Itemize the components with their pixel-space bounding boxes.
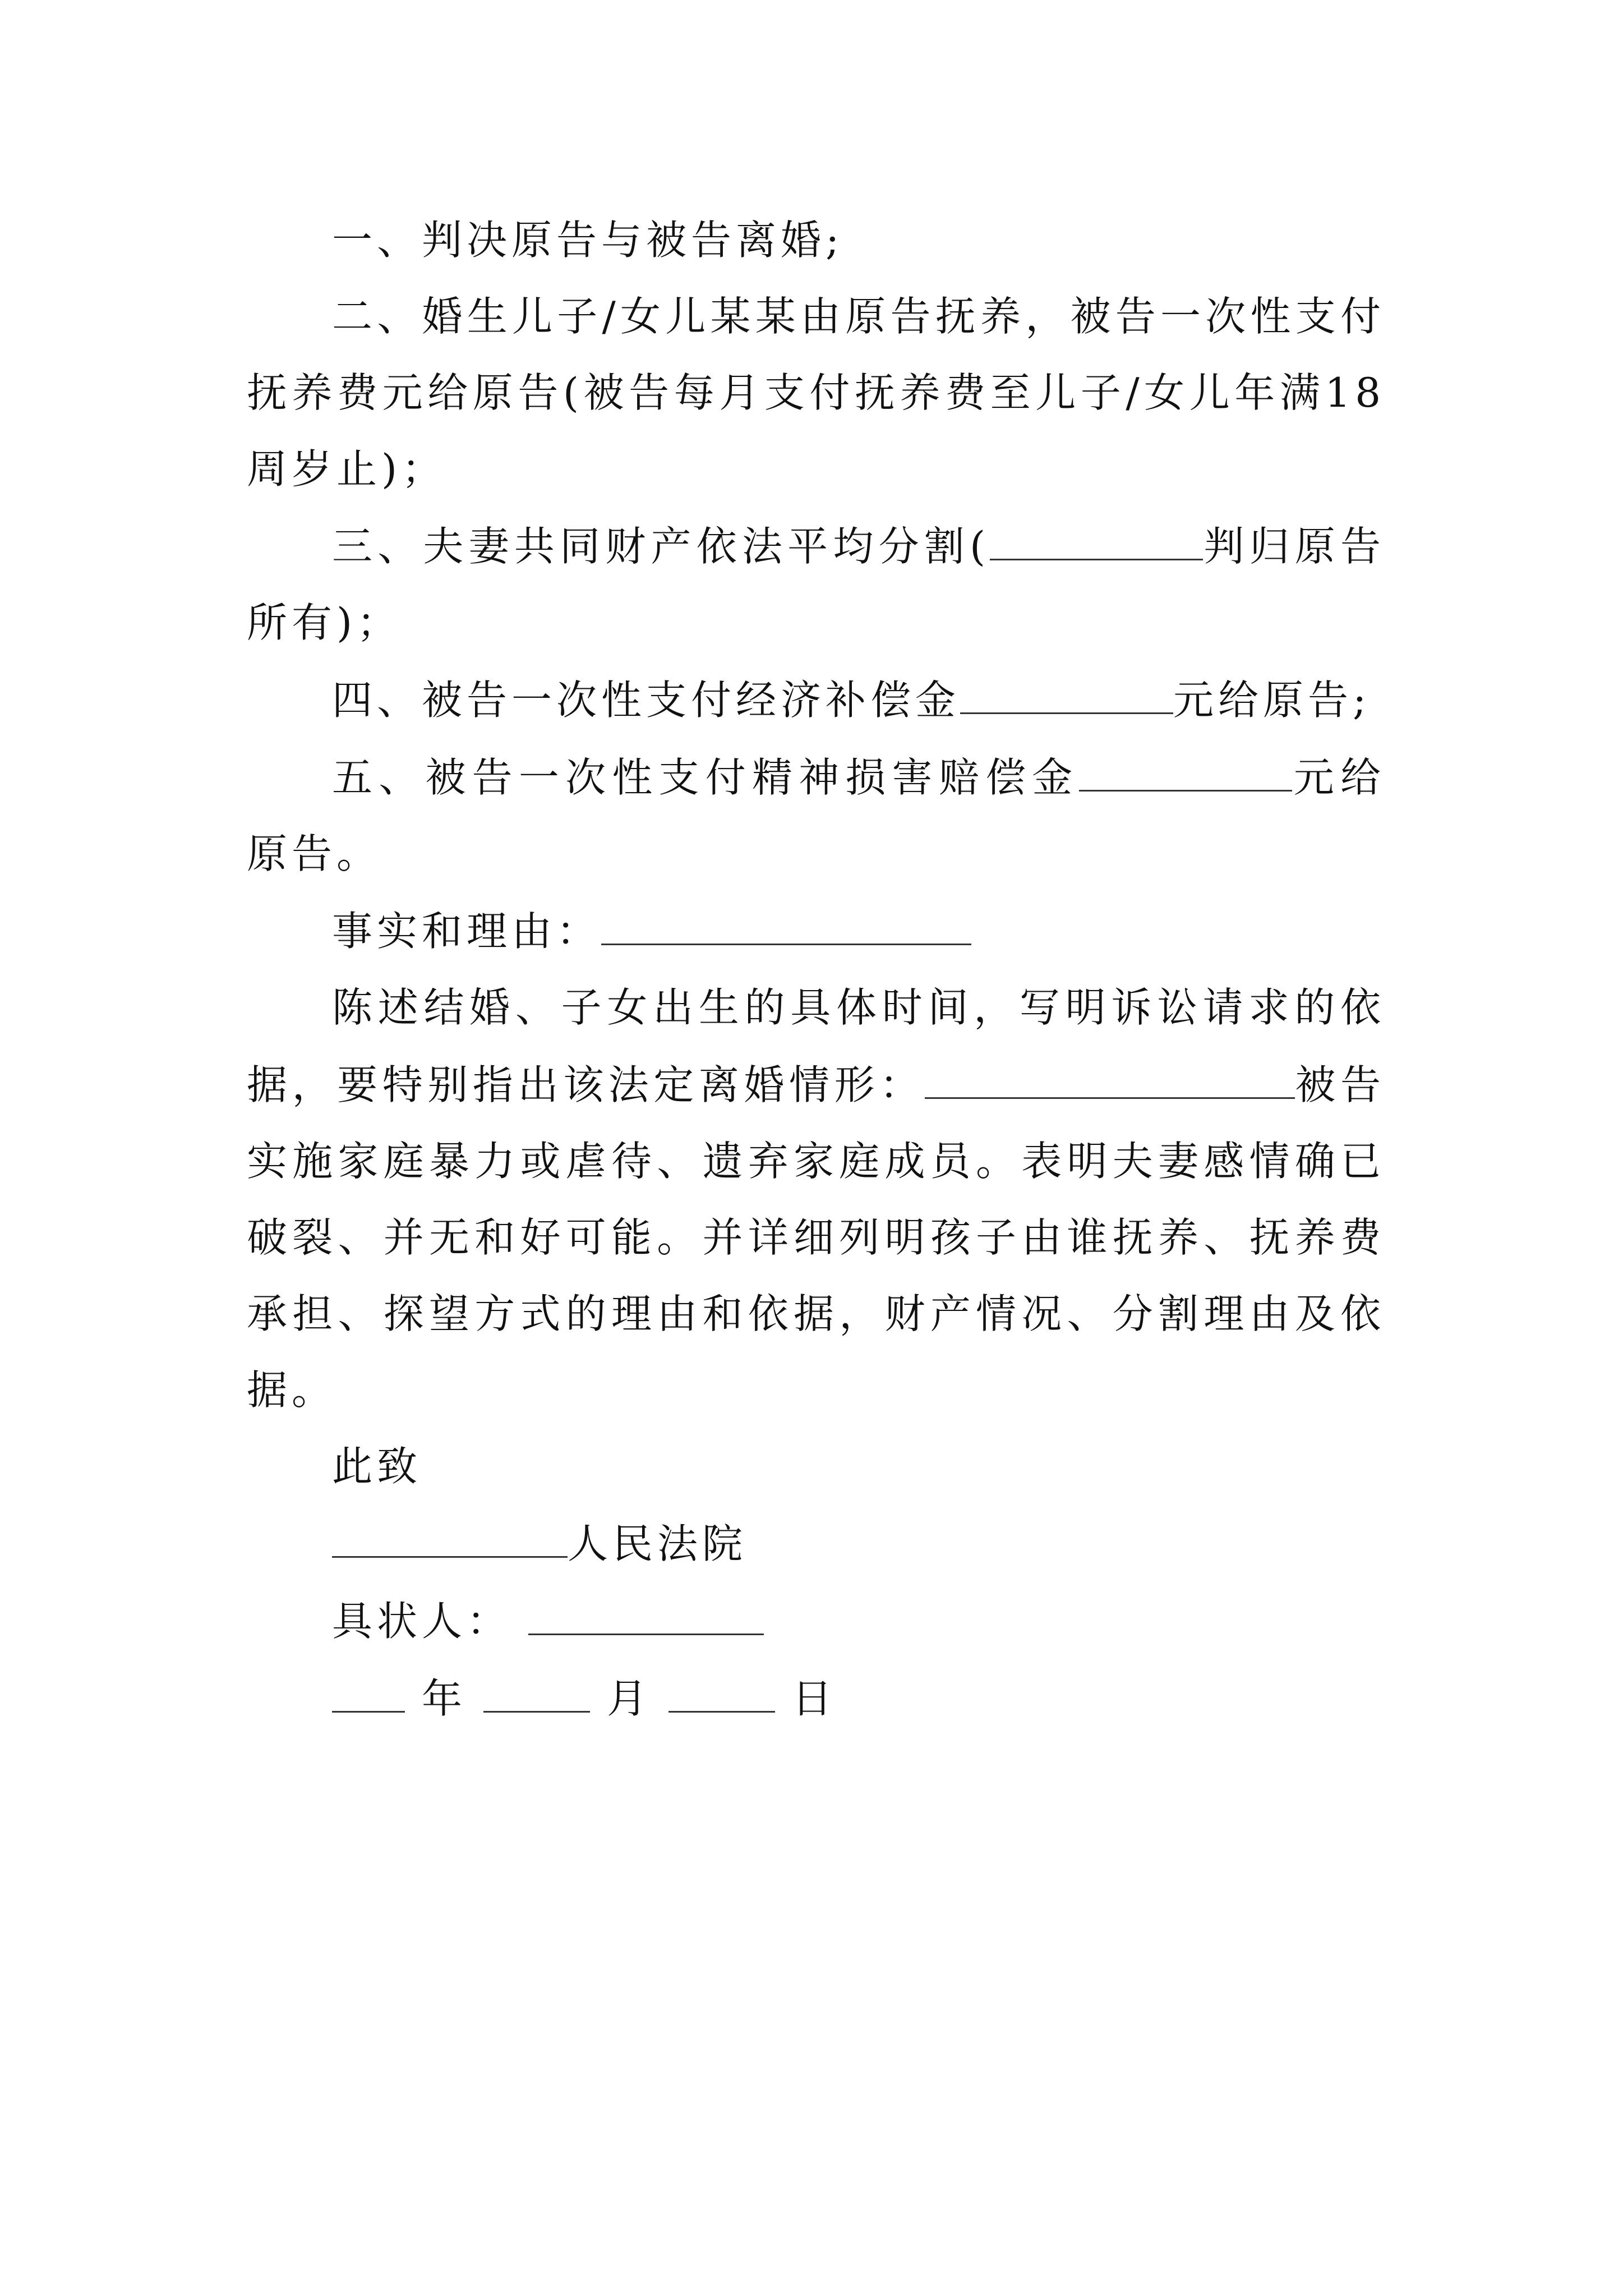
signer-line: 具状人： <box>247 1582 1385 1659</box>
divorce-circumstance-blank <box>925 1046 1295 1099</box>
facts-blank <box>601 892 971 945</box>
court-name-blank <box>332 1504 568 1558</box>
facts-heading: 事实和理由： <box>247 892 1385 969</box>
month-blank <box>483 1659 590 1713</box>
court-line: 人民法院 <box>247 1504 1385 1582</box>
damages-blank <box>1079 738 1292 792</box>
claim-item-4: 四、被告一次性支付经济补偿金 元给原告; <box>247 661 1385 738</box>
property-blank <box>990 507 1203 560</box>
day-blank <box>668 1659 775 1713</box>
signer-blank <box>528 1582 764 1635</box>
date-line: 年 月 日 <box>247 1659 1385 1737</box>
salutation: 此致 <box>332 1443 422 1490</box>
year-blank <box>332 1659 405 1713</box>
facts-paragraph: 陈述结婚、子女出生的具体时间，写明诉讼请求的依据，要特别指出该法定离婚情形： 被告实施家庭暴力或虐待、遗弃家庭成员。表明夫妻感情确已破裂、并无和好可能。并详细列明孩子由谁抚养、抚养费承担、探望方式的理由和依据，财产情况、分割理由及依据。 <box>247 984 1385 1414</box>
claim-item-1: 一、判决原告与被告离婚; <box>332 217 844 264</box>
compensation-blank <box>960 661 1173 714</box>
claim-item-3: 三、夫妻共同财产依法平均分割( 判归原告所有)； <box>247 507 1385 661</box>
claim-item-5: 五、被告一次性支付精神损害赔偿金 元给原告。 <box>247 738 1385 892</box>
document-body <box>247 202 1385 1737</box>
claim-item-2: 二、婚生儿子/女儿某某由原告抚养，被告一次性支付抚养费元给原告(被告每月支付抚养费至儿子/女儿年满18周岁止)； <box>247 293 1385 493</box>
